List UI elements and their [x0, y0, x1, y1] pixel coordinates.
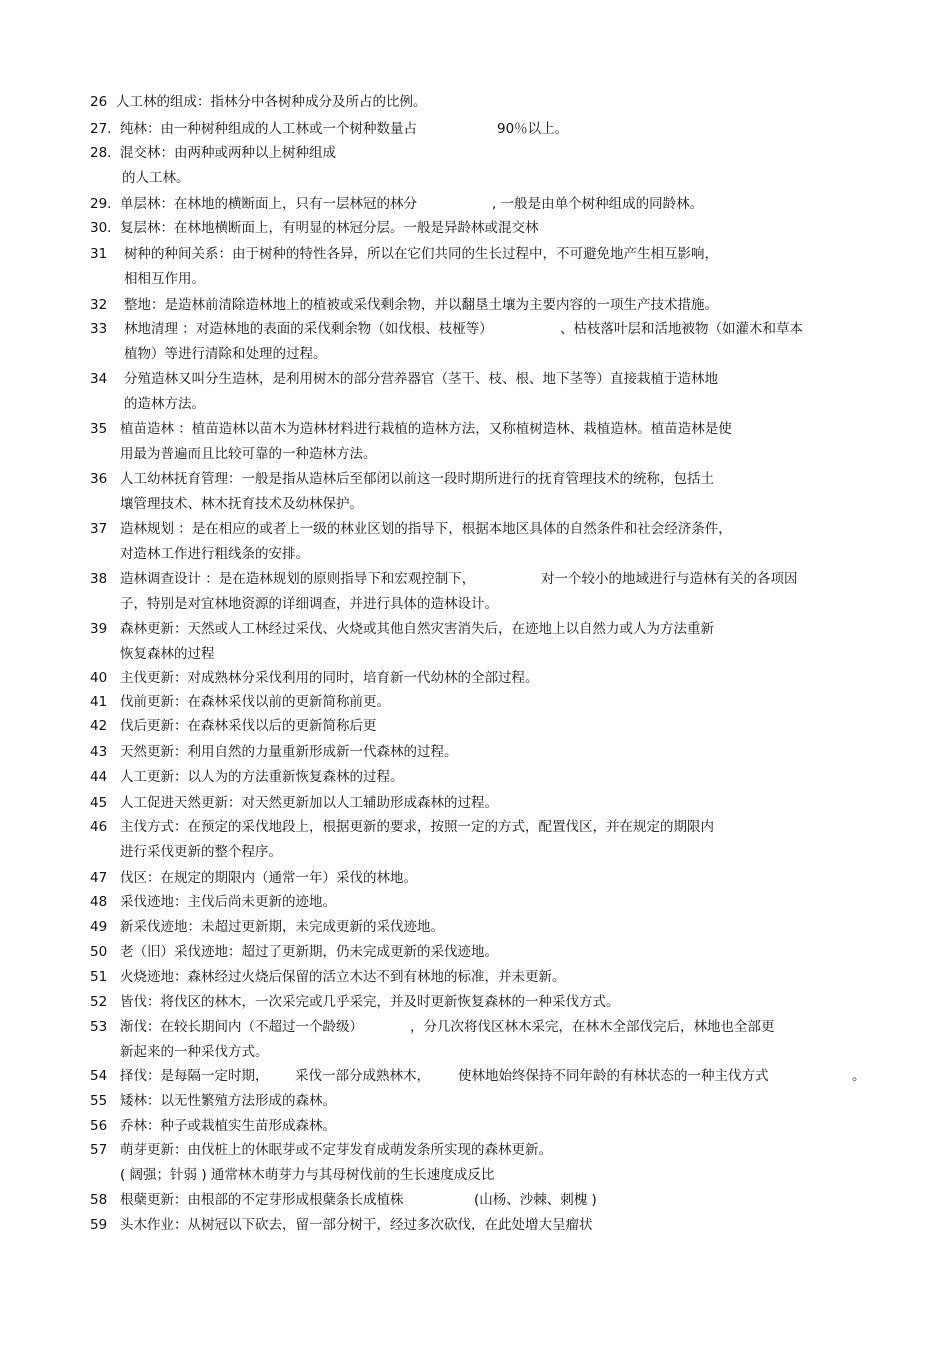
item-number: 26: [90, 94, 108, 110]
item-text: 复层林：在林地横断面上，有明显的林冠分层。一般是异龄林或混交林: [120, 220, 539, 236]
item-text: 纯林：由一种树种组成的人工林或一个树种数量占: [120, 121, 417, 137]
item-text-continuation: 新起来的一种采伐方式。: [120, 1044, 269, 1060]
item-text-extra: 使林地始终保持不同年龄的有林状态的一种主伐方式: [458, 1068, 769, 1084]
item-number: 34: [90, 371, 108, 387]
item-number: 53: [90, 1019, 108, 1035]
item-text: 伐区：在规定的期限内（通常一年）采伐的林地。: [120, 870, 417, 886]
item-number: 31: [90, 246, 108, 262]
item-text-continuation: 子，特别是对宜林地资源的详细调查，并进行具体的造林设计。: [120, 596, 498, 612]
item-number: 38: [90, 571, 108, 587]
item-number: 48: [90, 894, 108, 910]
item-text: 新采伐迹地：未超过更新期，未完成更新的采伐迹地。: [120, 919, 444, 935]
item-number: 32: [90, 297, 108, 313]
item-text-continuation: 对造林工作进行粗线条的安排。: [120, 546, 309, 562]
item-text: 树种的种间关系：由于树种的特性各异，所以在它们共同的生长过程中，不可避免地产生相互影响，: [124, 246, 718, 262]
item-number: 51: [90, 969, 108, 985]
item-text: 渐伐：在较长期间内（不超过一个龄级）: [120, 1019, 363, 1035]
item-text: 矮林：以无性繁殖方法形成的森林。: [120, 1093, 336, 1109]
item-text-continuation: 恢复森林的过程: [120, 646, 215, 662]
item-number: 54: [90, 1068, 108, 1084]
item-number: 35: [90, 421, 108, 437]
item-text: 人工幼林抚育管理：一般是指从造林后至郁闭以前这一段时期所进行的抚育管理技术的统称，包括土: [120, 471, 714, 487]
item-number: 52: [90, 994, 108, 1010]
item-number: 56: [90, 1118, 108, 1134]
item-number: 33: [90, 321, 108, 337]
item-text: 造林调查设计 ：是在造林规划的原则指导下和宏观控制下，: [120, 571, 476, 587]
item-number: 44: [90, 769, 108, 785]
item-number: 29.: [90, 196, 112, 212]
item-text-continuation: 植物）等进行清除和处理的过程。: [124, 346, 327, 362]
item-text-extra: 采伐一部分成熟林木，: [295, 1068, 430, 1084]
item-text: 单层林：在林地的横断面上，只有一层林冠的林分: [120, 196, 417, 212]
item-text: 主伐方式：在预定的采伐地段上，根据更新的要求，按照一定的方式，配置伐区，并在规定的期限内: [120, 819, 714, 835]
item-number: 58: [90, 1192, 108, 1208]
item-number: 59: [90, 1217, 108, 1233]
item-number: 45: [90, 795, 108, 811]
item-text-continuation: 壤管理技术、林木抚育技术及幼林保护。: [120, 496, 363, 512]
item-text: 乔林：种子或栽植实生苗形成森林。: [120, 1118, 336, 1134]
item-number: 42: [90, 718, 108, 734]
item-text: 择伐：是每隔一定时期，: [120, 1068, 269, 1084]
item-text-extra: 90％以上。: [497, 121, 569, 137]
item-text: 伐前更新：在森林采伐以前的更新简称前更。: [120, 694, 390, 710]
item-text-extra: 、枯枝落叶层和活地被物（如灌木和草本: [560, 321, 803, 337]
item-text-extra: 。: [852, 1068, 866, 1084]
item-text-continuation: 的人工林。: [122, 170, 190, 186]
item-text: 混交林：由两种或两种以上树种组成: [120, 145, 336, 161]
item-text: 植苗造林 ：植苗造林以苗木为造林材料进行栽植的造林方法，又称植树造林、栽植造林。植苗造林是使: [120, 421, 732, 437]
item-number: 36: [90, 471, 108, 487]
item-text: 造林规划 ：是在相应的或者上一级的林业区划的指导下，根据本地区具体的自然条件和社会经济条件，: [120, 521, 732, 537]
item-text-extra: 对一个较小的地域进行与造林有关的各项因: [541, 571, 798, 587]
item-text: 主伐更新：对成熟林分采伐利用的同时，培育新一代幼林的全部过程。: [120, 670, 539, 686]
item-text: 人工更新：以人为的方法重新恢复森林的过程。: [120, 769, 404, 785]
item-text: 萌芽更新：由伐桩上的休眠芽或不定芽发育成萌发条所实现的森林更新。: [120, 1142, 552, 1158]
item-text-extra: , 一般是由单个树种组成的同龄林。: [492, 196, 704, 212]
item-text-continuation: 用最为普遍而且比较可靠的一种造林方法。: [120, 446, 377, 462]
item-text-extra: (山杨、沙棘、刺槐 ): [474, 1192, 597, 1208]
item-text-continuation: 相相互作用。: [124, 271, 205, 287]
item-number: 50: [90, 944, 108, 960]
item-text-continuation: 的造林方法。: [124, 396, 205, 412]
item-number: 47: [90, 870, 108, 886]
item-number: 37: [90, 521, 108, 537]
item-text: 头木作业：从树冠以下砍去，留一部分树干，经过多次砍伐，在此处增大呈瘤状: [120, 1217, 593, 1233]
item-number: 28.: [90, 145, 112, 161]
item-number: 40: [90, 670, 108, 686]
item-text: 根蘖更新：由根部的不定芽形成根蘖条长成植株: [120, 1192, 404, 1208]
item-number: 41: [90, 694, 108, 710]
item-number: 43: [90, 744, 108, 760]
item-text-continuation: 进行采伐更新的整个程序。: [120, 844, 282, 860]
item-text: 整地：是造林前清除造林地上的植被或采伐剩余物，并以翻垦土壤为主要内容的一项生产技术措施。: [124, 297, 718, 313]
item-text: 火烧迹地：森林经过火烧后保留的活立木达不到有林地的标准，并未更新。: [120, 969, 566, 985]
item-text: 人工促进天然更新：对天然更新加以人工辅助形成森林的过程。: [120, 795, 498, 811]
item-number: 27.: [90, 121, 112, 137]
item-text: ( 阔强；针弱 ) 通常林木萌芽力与其母树伐前的生长速度成反比: [120, 1167, 495, 1183]
item-text: 分殖造林又叫分生造林，是利用树木的部分营养器官（茎干、枝、根、地下茎等）直接栽植于造林地: [124, 371, 718, 387]
item-number: 57: [90, 1142, 108, 1158]
item-text: 森林更新：天然或人工林经过采伐、火烧或其他自然灾害消失后，在迹地上以自然力或人为方法重新: [120, 621, 714, 637]
item-text: 采伐迹地：主伐后尚未更新的迹地。: [120, 894, 336, 910]
item-text: 老（旧）采伐迹地：超过了更新期，仍未完成更新的采伐迹地。: [120, 944, 498, 960]
item-text: 人工林的组成：指林分中各树种成分及所占的比例。: [116, 94, 427, 110]
item-number: 46: [90, 819, 108, 835]
item-number: 55: [90, 1093, 108, 1109]
item-number: 39: [90, 621, 108, 637]
item-number: 49: [90, 919, 108, 935]
item-text: 天然更新：利用自然的力量重新形成新一代森林的过程。: [120, 744, 458, 760]
item-number: 30.: [90, 220, 112, 236]
item-text-extra: ，分几次将伐区林木采完，在林木全部伐完后，林地也全部更: [410, 1019, 775, 1035]
item-text: 伐后更新：在森林采伐以后的更新简称后更: [120, 718, 377, 734]
item-text: 林地清理 ：对造林地的表面的采伐剩余物（如伐根、枝桠等）: [124, 321, 493, 337]
item-text: 皆伐：将伐区的林木，一次采完或几乎采完，并及时更新恢复森林的一种采伐方式。: [120, 994, 620, 1010]
